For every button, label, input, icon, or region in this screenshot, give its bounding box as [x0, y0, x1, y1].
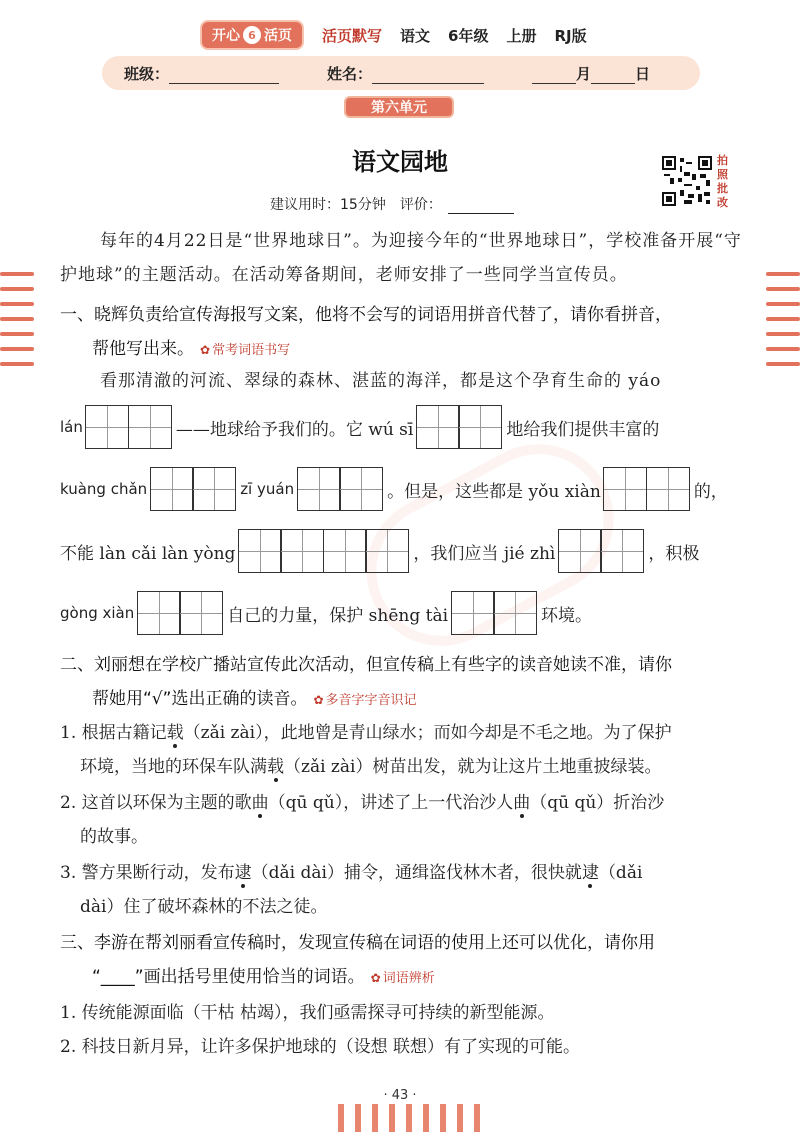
answer-boxes-lancailanyong[interactable]	[239, 529, 409, 573]
passage-text: 的，	[693, 481, 728, 502]
day-label: 日	[635, 64, 651, 83]
evaluation-label: 评价：	[399, 197, 442, 213]
time-and-evaluation	[270, 194, 514, 214]
qr-code-icon[interactable]	[662, 156, 712, 206]
left-decoration	[0, 272, 34, 377]
passage-text: 地给我们提供丰富的	[506, 419, 660, 440]
pinyin-gongxian: gòng xiàn	[60, 604, 135, 622]
answer-boxes-yaolan[interactable]	[87, 405, 172, 449]
student-info-bar	[102, 56, 700, 90]
name-label: 姓名：	[327, 64, 373, 83]
question-3-item-2: 2. 科技日新月异，让许多保护地球的（设想 联想）有了实现的可能。	[60, 1037, 581, 1057]
top-bar	[200, 16, 620, 54]
pinyin-kuangchan: kuàng chǎn	[60, 480, 148, 498]
series-name: 活页默写	[322, 26, 383, 45]
passage-text: ，我们应当 jié zhì	[413, 543, 556, 564]
subject: 语文	[400, 26, 431, 45]
question-1-passage-start: 看那清澈的河流、翠绿的森林、湛蓝的海洋，都是这个孕育生命的 yáo	[100, 371, 662, 391]
fill-line-1	[60, 402, 760, 452]
date-field	[532, 63, 650, 84]
answer-boxes-ziyuan[interactable]	[298, 467, 383, 511]
answer-boxes-youxian[interactable]	[605, 467, 690, 511]
month-blank[interactable]	[532, 66, 576, 84]
tip-word-discrimination: ✿ 词语辨析	[370, 971, 435, 986]
suggested-time: 建议用时：15分钟	[270, 197, 386, 213]
evaluation-blank[interactable]	[448, 200, 514, 214]
answer-boxes-wusi[interactable]	[417, 405, 502, 449]
passage-text: 不能 làn cǎi làn yòng	[60, 543, 236, 564]
flower-icon: ✿	[313, 693, 324, 707]
tip-word-writing: ✿ 常考词语书写	[200, 343, 291, 358]
passage-text: 。但是，这些都是 yǒu xiàn	[387, 481, 601, 502]
fill-line-4	[60, 588, 760, 638]
month-label: 月	[576, 64, 592, 83]
pinyin-lan: lán	[60, 418, 83, 436]
question-2-item-3: 3. 警方果断行动，发布逮（dǎi dài）捕令，通缉盗伐林木者，很快就逮（dǎi dài）住了破坏森林的不法之徒。	[60, 863, 643, 917]
class-field	[124, 63, 279, 84]
flower-icon: ✿	[200, 343, 211, 357]
unit-tag: 第六单元	[344, 96, 454, 118]
name-field	[327, 63, 484, 84]
fill-line-3	[60, 526, 760, 576]
passage-text: 环境。	[541, 605, 593, 626]
page-title: 语文园地	[352, 148, 448, 176]
bottom-decoration	[338, 1104, 480, 1132]
answer-boxes-jiezhi[interactable]	[559, 529, 644, 573]
class-blank[interactable]	[169, 66, 279, 84]
intro-paragraph: 每年的4月22日是“世界地球日”。为迎接今年的“世界地球日”，学校准备开展“守护地球”的主题活动。在活动筹备期间，老师安排了一些同学当宣传员。	[60, 231, 742, 285]
answer-boxes-gongxian[interactable]	[138, 591, 223, 635]
name-blank[interactable]	[372, 66, 484, 84]
passage-text: 自己的力量，保护 shēng tài	[227, 605, 449, 626]
logo-text-left: 开心	[212, 28, 240, 44]
scan-to-grade-label: 拍 照 批 改	[717, 154, 728, 209]
edition: RJ版	[554, 26, 587, 45]
passage-text: ——地球给予我们的。它 wú sī	[175, 419, 414, 440]
flower-icon: ✿	[370, 971, 381, 985]
page-header	[0, 0, 800, 100]
question-1-heading: 一、晓辉负责给宣传海报写文案，他将不会写的词语用拼音代替了，请你看拼音， 帮他写出来。 ✿ 常考词语书写	[60, 305, 672, 359]
day-blank[interactable]	[591, 66, 635, 84]
grade: 6年级	[448, 26, 489, 45]
answer-boxes-kuangchan[interactable]	[151, 467, 236, 511]
fill-line-2	[60, 464, 760, 514]
question-2-item-1: 1. 根据古籍记载（zǎi zài），此地曾是青山绿水；而如今却是不毛之地。为了保护 环境，当地的环保车队满载（zǎi zài）树苗出发，就为让这片土地重披绿装。	[60, 723, 672, 777]
passage-text: ，积极	[648, 543, 700, 564]
question-2-heading: 二、刘丽想在学校广播站宣传此次活动，但宣传稿上有些字的读音她读不准，请你 帮她用“√”选出正确的读音。 ✿ 多音字字音识记	[60, 655, 672, 709]
question-3-heading: 三、李游在帮刘丽看宣传稿时，发现宣传稿在词语的使用上还可以优化，请你用 “____”画出括号里使用恰当的词语。 ✿ 词语辨析	[60, 933, 655, 987]
class-label: 班级：	[124, 64, 170, 83]
logo-circle-icon: 6	[243, 26, 261, 44]
right-decoration	[766, 272, 800, 377]
tip-polyphone: ✿ 多音字字音识记	[313, 693, 417, 708]
volume: 上册	[506, 26, 537, 45]
answer-boxes-shengtai[interactable]	[452, 591, 537, 635]
question-3-item-1: 1. 传统能源面临（干枯 枯竭），我们亟需探寻可持续的新型能源。	[60, 1003, 555, 1023]
brand-logo	[200, 20, 304, 50]
pinyin-ziyuan: zī yuán	[240, 480, 295, 498]
page-number: · 43 ·	[383, 1088, 417, 1103]
question-2-item-2: 2. 这首以环保为主题的歌曲（qū qǔ），讲述了上一代治沙人曲（qū qǔ）折治沙 的故事。	[60, 793, 665, 847]
logo-text-right: 活页	[264, 28, 292, 44]
